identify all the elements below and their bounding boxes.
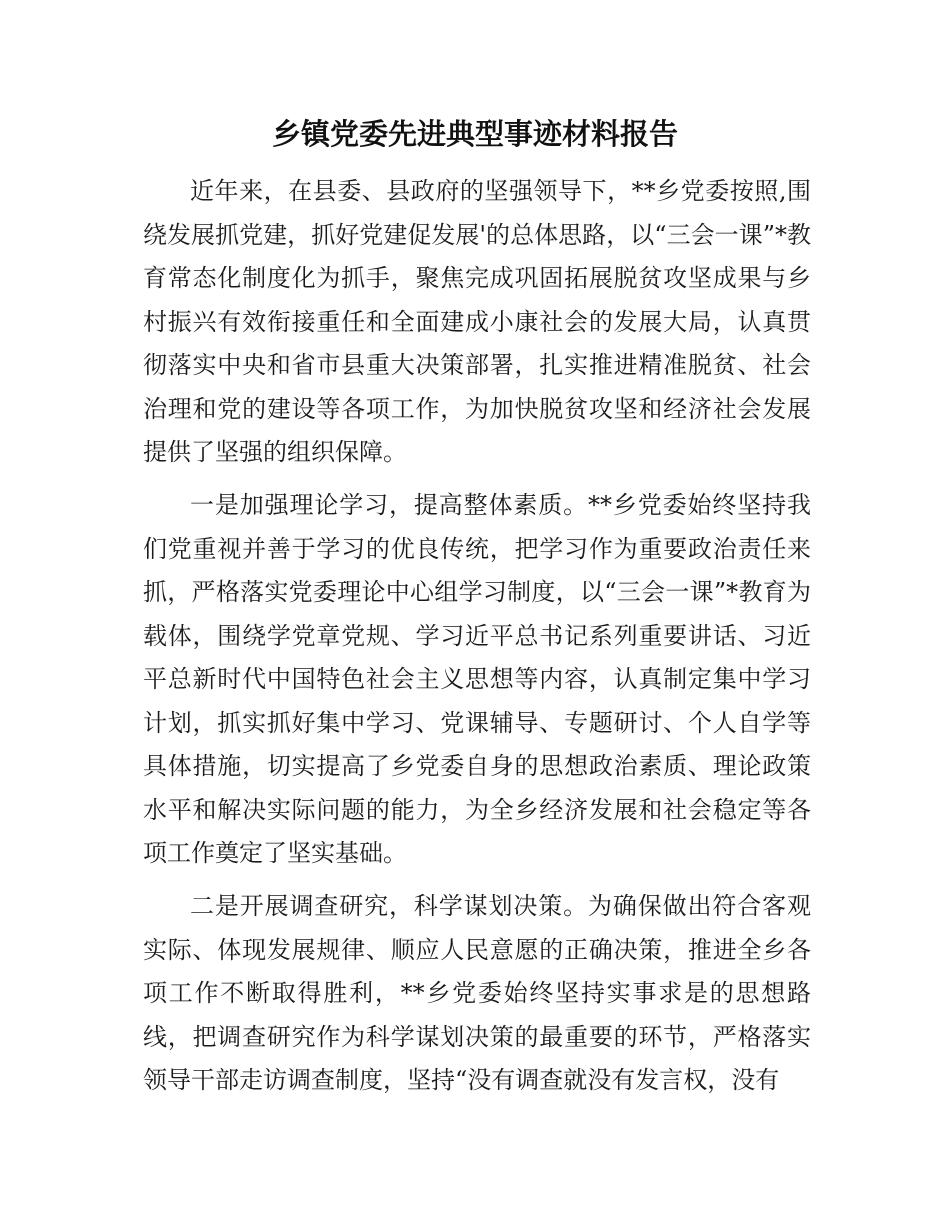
paragraph-intro: 近年来，在县委、县政府的坚强领导下，**乡党委按照,围绕发展抓党建，抓好党建促发展'的总体思路，以“三会一课”*教育常态化制度化为抓手，聚焦完成巩固拓展脱贫攻坚成果与乡村振兴有效衔接重任和全面建成小康社会的发展大局，认真贯彻落实中央和省市县重大决策部署，扎实推进精准脱贫、社会治理和党的建设等各项工作，为加快脱贫攻坚和经济社会发展提供了坚强的组织保障。 xyxy=(143,177,811,466)
document-title: 乡镇党委先进典型事迹材料报告 xyxy=(271,117,678,151)
paragraph-theory-study: 一是加强理论学习，提高整体素质。**乡党委始终坚持我们党重视并善于学习的优良传统，把学习作为重要政治责任来抓，严格落实党委理论中心组学习制度，以“三会一课”*教育为载体，围绕学党章党规、学习近平总书记系列重要讲话、习近平总新时代中国特色社会主义思想等内容，认真制定集中学习计划，抓实抓好集中学习、党课辅导、专题研讨、个人自学等具体措施，切实提高了乡党委自身的思想政治素质、理论政策水平和解决实际问题的能力，为全乡经济发展和社会稳定等各项工作奠定了坚实基础。 xyxy=(143,491,811,867)
paragraph-research: 二是开展调查研究，科学谋划决策。为确保做出符合客观实际、体现发展规律、顺应人民意愿的正确决策，推进全乡各项工作不断取得胜利，**乡党委始终坚持实事求是的思想路线，把调查研究作为科学谋划决策的最重要的环节，严格落实领导干部走访调查制度，坚持“没有调查就没有发言权，没有 xyxy=(143,892,811,1094)
